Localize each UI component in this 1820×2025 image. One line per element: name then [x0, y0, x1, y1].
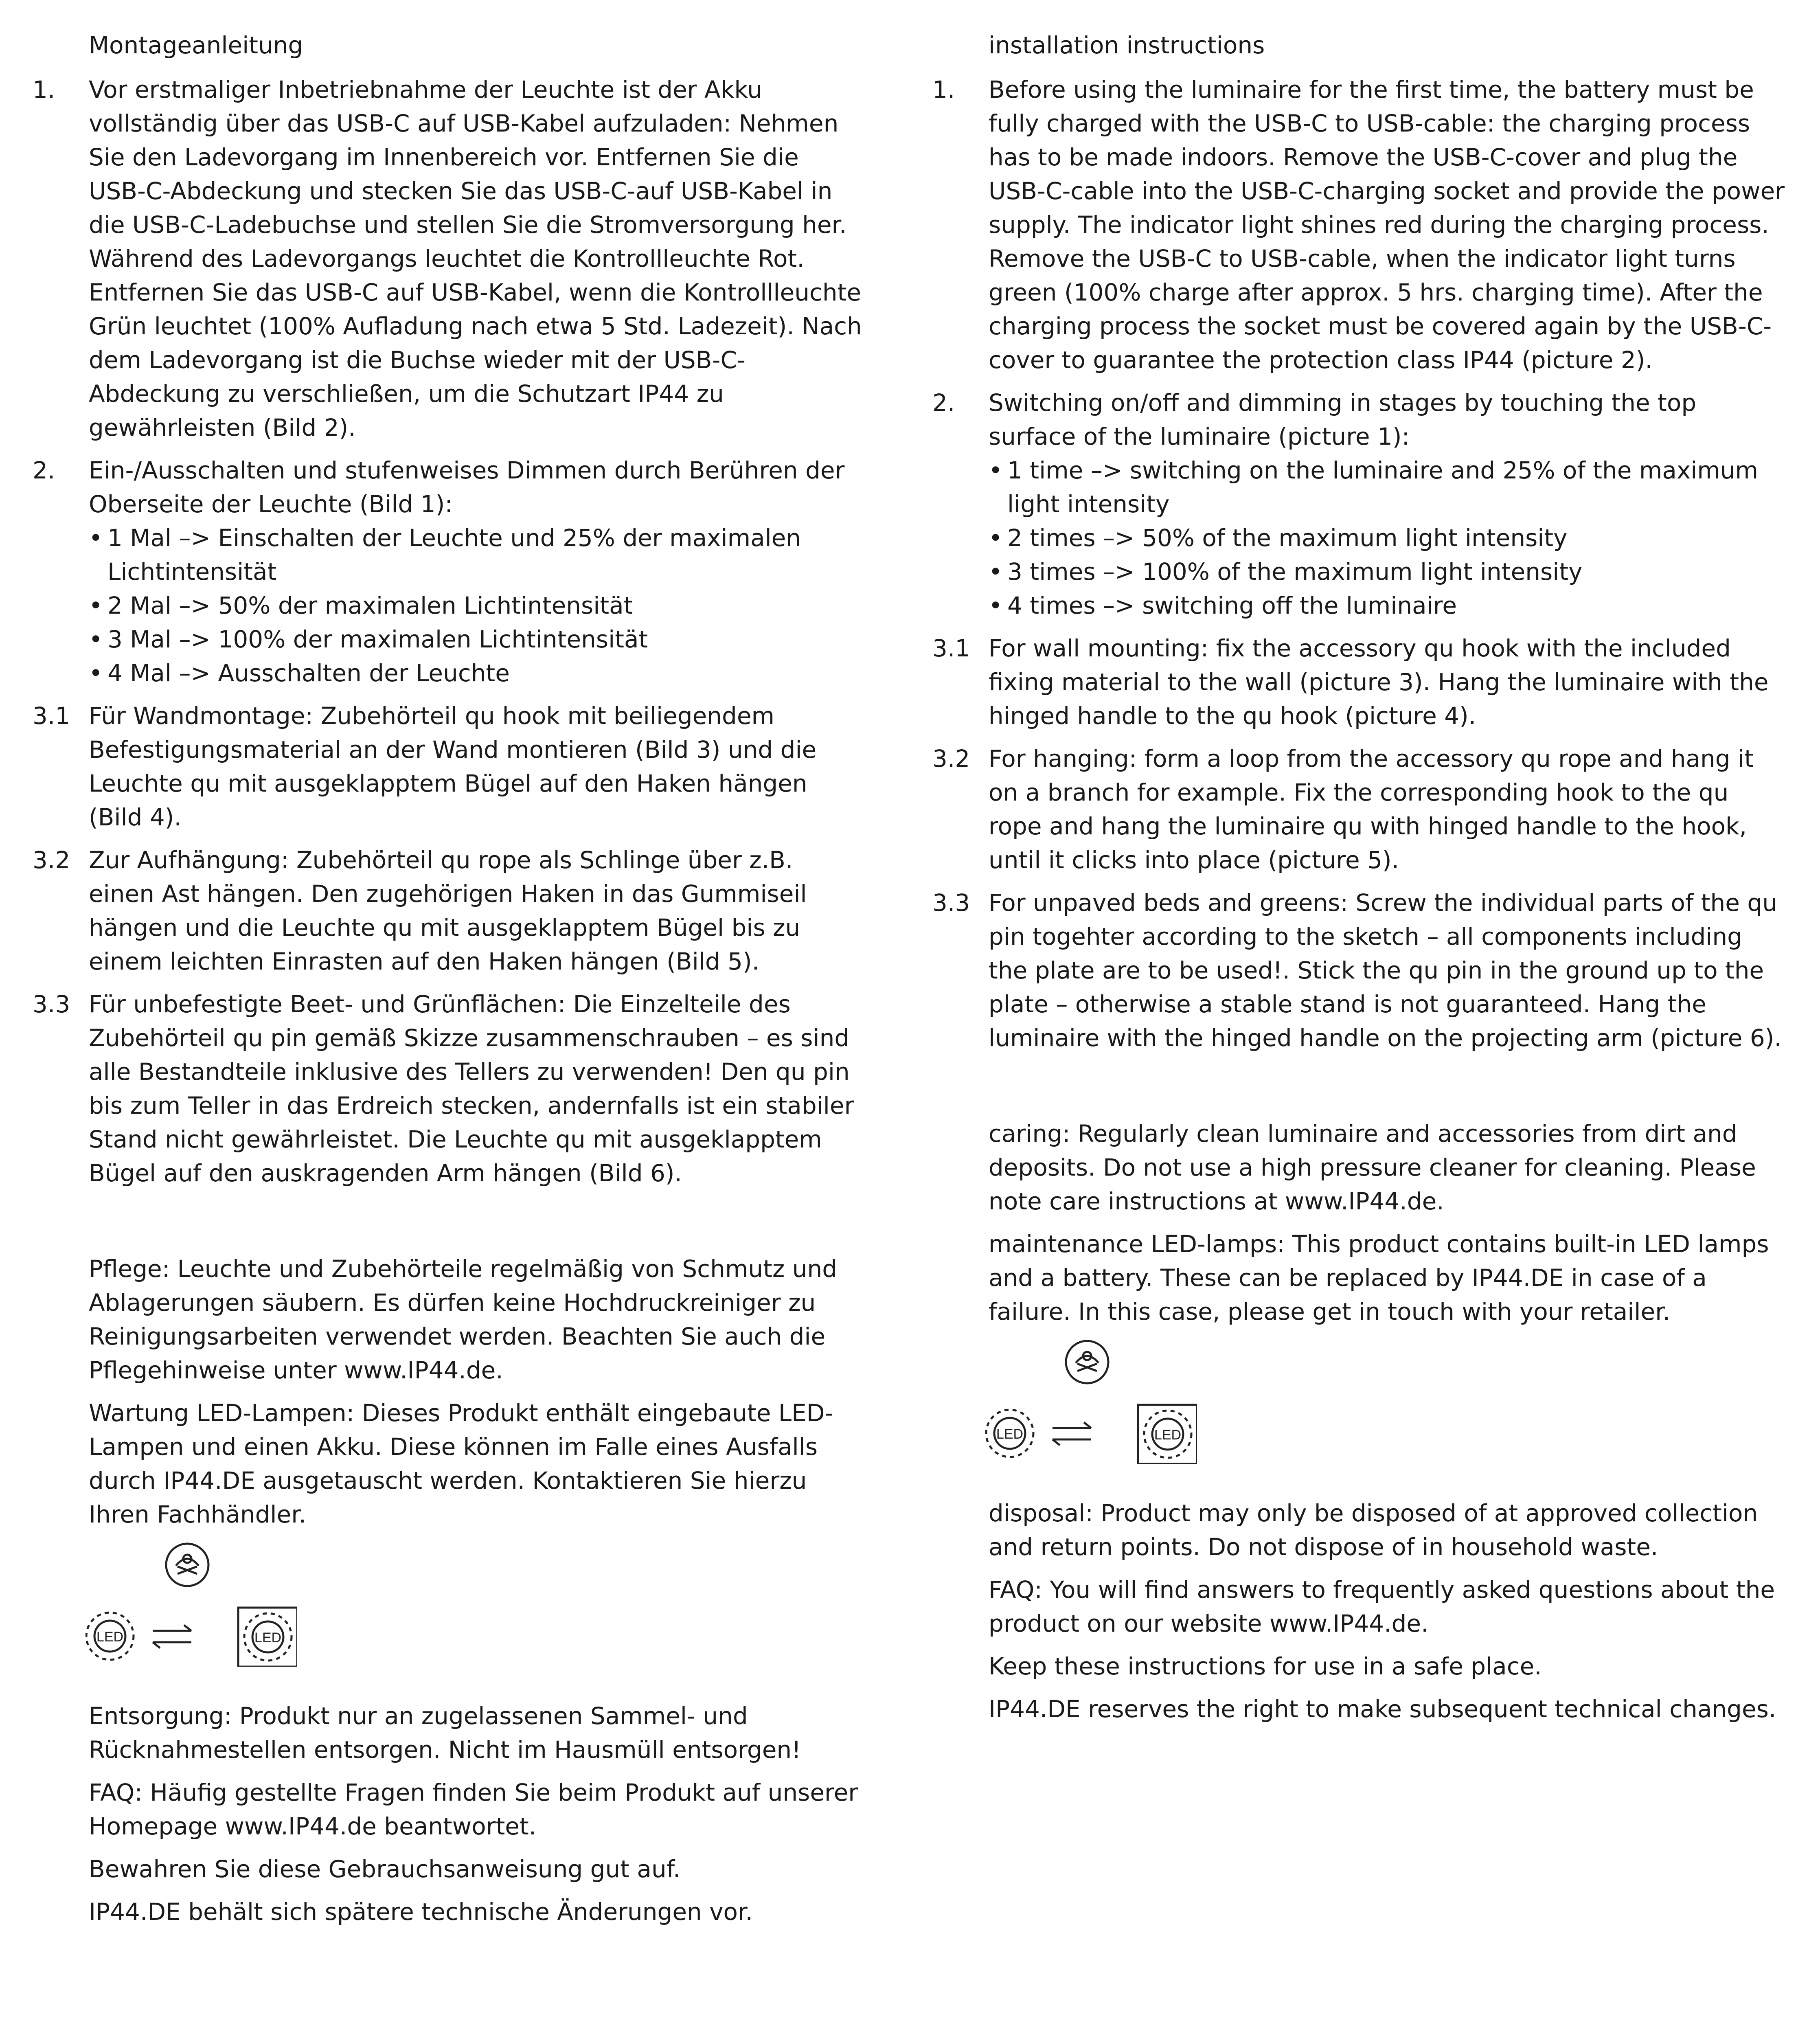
- item-text: [89, 987, 863, 1190]
- faq-label: FAQ:: [989, 1576, 1042, 1604]
- text-run: Zubehörteil: [313, 702, 465, 730]
- list-item: [89, 623, 863, 656]
- bullet: •: [989, 456, 1003, 484]
- bullet: •: [89, 524, 103, 552]
- bullet: •: [989, 524, 1003, 552]
- item-text: [989, 386, 1787, 623]
- maintenance-text: This product contains built-in LED lamps and a battery. These can be replaced by IP44.DE in case of a failure. In this case, please get in touch with your retailer.: [989, 1230, 1769, 1325]
- care-label: Pflege:: [89, 1255, 170, 1283]
- german-item-3-1: [33, 699, 863, 834]
- english-care: [989, 1117, 1787, 1218]
- item-number: 2.: [33, 456, 55, 484]
- bullet: •: [89, 659, 103, 687]
- text-run: with the included fixing material to the wall (picture 3). Hang the luminaire with the hinged handle to the qu hook (picture 4).: [989, 634, 1769, 730]
- list-item-text: 2 Mal –> 50% der maximalen Lichtintensität: [107, 592, 633, 619]
- led-label: LED: [254, 1630, 282, 1645]
- list-item: [989, 555, 1787, 589]
- bold-run: USB-C auf USB-Kabel: [336, 110, 585, 137]
- item-text: [989, 742, 1787, 877]
- german-item-3-3: [33, 987, 863, 1190]
- bullet: •: [89, 625, 103, 653]
- maintenance-label: maintenance LED-lamps:: [989, 1230, 1285, 1258]
- german-faq: [89, 1776, 863, 1843]
- english-maintenance: [989, 1227, 1787, 1329]
- sub-list: [989, 454, 1787, 623]
- german-item-1: [33, 73, 863, 445]
- list-item-text: 4 Mal –> Ausschalten der Leuchte: [107, 659, 510, 687]
- bold-run: qu hook: [465, 702, 560, 730]
- bullet: •: [89, 592, 103, 619]
- faq-label: FAQ:: [89, 1779, 143, 1806]
- list-item-text: 1 Mal –> Einschalten der Leuchte und 25% der maximalen Lichtintensität: [107, 524, 801, 586]
- bold-run: qu pin: [233, 1024, 307, 1052]
- text-run: mit beiliegendem Befestigungsmaterial an der Wand montieren (Bild 3) und die Leuchte qu mit ausgeklapptem Bügel auf den Haken hängen (Bild 4).: [89, 702, 817, 831]
- item-text: [89, 73, 863, 445]
- bold-run: qu rope: [1521, 745, 1612, 772]
- bold-run: qu hook: [1424, 634, 1519, 662]
- list-item-text: 4 times –> switching off the luminaire: [1007, 592, 1457, 619]
- english-keep: Keep these instructions for use in a safe place.: [989, 1652, 1542, 1680]
- faq-text: Häufig gestellte Fragen finden Sie beim Produkt auf unserer Homepage www.IP44.de beantwortet.: [89, 1779, 858, 1840]
- text-run: Zubehörteil: [289, 846, 441, 874]
- list-item-text: 3 times –> 100% of the maximum light intensity: [1007, 558, 1583, 586]
- english-item-3-3: [932, 886, 1787, 1055]
- english-title: installation instructions: [989, 31, 1265, 59]
- german-maintenance: [89, 1396, 863, 1531]
- disposal-label: Entsorgung:: [89, 1702, 232, 1730]
- german-care: [89, 1252, 863, 1387]
- text-run: Die Einzelteile des Zubehörteil: [89, 990, 791, 1052]
- english-led-replacement-icons: [985, 1338, 1197, 1464]
- disposal-text: Product may only be disposed of at approved collection and return points. Do not dispose of in household waste.: [989, 1499, 1758, 1561]
- bold-run: qu pin: [989, 889, 1777, 950]
- text-run: Switching on/off and dimming in stages by touching the top surface of the luminaire (picture 1):: [989, 389, 1697, 450]
- item-number: 3.2: [932, 745, 970, 772]
- item-number: 3.1: [932, 634, 970, 662]
- english-disposal: [989, 1496, 1787, 1564]
- german-rights: IP44.DE behält sich spätere technische Änderungen vor.: [89, 1898, 753, 1926]
- disposal-text: Produkt nur an zugelassenen Sammel- und Rücknahmestellen entsorgen. Nicht im Hausmüll entsorgen!: [89, 1702, 801, 1764]
- text-run: and hang it on a branch for example. Fix the corresponding hook to the qu rope and hang the luminaire qu with hinged handle to the hook, until it clicks into place (picture 5).: [989, 745, 1754, 874]
- bold-run: qu rope: [441, 846, 531, 874]
- english-item-3-2: [932, 742, 1787, 877]
- list-item-text: 2 times –> 50% of the maximum light intensity: [1007, 524, 1568, 552]
- text-run: als Schlinge über z.B. einen Ast hängen. Den zugehörigen Haken in das Gummiseil hängen und die Leuchte qu mit ausgeklapptem Bügel bis zu einem leichten Einrasten auf den Haken hängen (Bild 5).: [89, 846, 807, 975]
- led-label: LED: [996, 1426, 1024, 1442]
- item-number: 3.1: [33, 702, 70, 730]
- bold-run: For hanging:: [989, 745, 1137, 772]
- text-run: Vor erstmaliger Inbetriebnahme der Leuchte ist der Akku vollständig über das: [89, 76, 762, 137]
- bold-run: Zur Aufhängung:: [89, 846, 289, 874]
- text-run: aufzuladen: Nehmen Sie den Ladevorgang im Innenbereich vor. Entfernen Sie die USB-C-Abdeckung und stecken Sie das USB-C-auf USB-Kabel in die USB-C-Ladebuchse und stellen Sie die Stromversorgung her. Während des Ladevorgangs leuchtet die Kontrollleuchte Rot. Entfernen Sie das USB-C auf USB-Kabel, wenn die Kontrollleuchte Grün leuchtet (100% Aufladung nach etwa 5 Std. Ladezeit). Nach dem Ladevorgang ist die Buchse wieder mit der USB-C-Abdeckung zu verschließen, um die Schutzart IP44 zu gewährleisten (Bild 2).: [89, 110, 862, 441]
- led-label: LED: [96, 1629, 124, 1645]
- text-run: Ein-/Ausschalten und stufenweises Dimmen durch Berühren der Oberseite der Leuchte (Bild 1):: [89, 456, 845, 518]
- care-label: caring:: [989, 1120, 1070, 1147]
- item-number: 1.: [932, 76, 955, 103]
- text-run: togehter according to the sketch – all components including the plate are to be used!. Stick the qu pin in the ground up to the plate – otherwise a stable stand is not guaranteed. Hang the luminaire with the hinged handle on the projecting arm (picture 6).: [989, 923, 1782, 1052]
- list-item-text: 1 time –> switching on the luminaire and 25% of the maximum light intensity: [1007, 456, 1759, 518]
- maintenance-text: Dieses Produkt enthält eingebaute LED-Lampen und einen Akku. Diese können im Falle eines Ausfalls durch IP44.DE ausgetauscht werden. Kontaktieren Sie hierzu Ihren Fachhändler.: [89, 1399, 833, 1528]
- bold-run: For wall mounting:: [989, 634, 1209, 662]
- list-item: [989, 454, 1787, 521]
- text-run: Screw the individual parts of the: [1348, 889, 1748, 917]
- german-item-2: [33, 454, 863, 690]
- item-text: [989, 886, 1787, 1055]
- care-text: Regularly clean luminaire and accessories from dirt and deposits. Do not use a high pressure cleaner for cleaning. Please note care instructions at www.IP44.de.: [989, 1120, 1756, 1215]
- led-service-icon: [985, 1338, 1197, 1464]
- item-text: [89, 843, 863, 978]
- item-text: [89, 699, 863, 834]
- bullet: •: [989, 558, 1003, 586]
- disposal-label: disposal:: [989, 1499, 1093, 1527]
- led-label: LED: [1154, 1427, 1182, 1443]
- item-number: 3.3: [932, 889, 970, 917]
- text-run: gemäß Skizze zusammenschrauben – es sind alle Bestandteile inklusive des Tellers zu verwenden! Den qu pin bis zum Teller in das Erdreich stecken, andernfalls ist ein stabiler Stand nicht gewährleistet. Die Leuchte qu mit ausgeklapptem Bügel auf den auskragenden Arm hängen (Bild 6).: [89, 1024, 854, 1187]
- maintenance-label: Wartung LED-Lampen:: [89, 1399, 355, 1427]
- bold-run: USB-C to USB-cable: [1254, 110, 1487, 137]
- list-item: [89, 656, 863, 690]
- bold-run: For unpaved beds and greens:: [989, 889, 1348, 917]
- english-column: [932, 29, 1787, 1735]
- list-item: [89, 589, 863, 623]
- bold-run: Für unbefestigte Beet- und Grünflächen:: [89, 990, 566, 1018]
- english-item-1: [932, 73, 1787, 377]
- english-item-2: [932, 386, 1787, 623]
- list-item: [89, 521, 863, 589]
- led-service-icon: [86, 1540, 297, 1667]
- text-run: fix the accessory: [1208, 634, 1424, 662]
- german-keep: Bewahren Sie diese Gebrauchsanweisung gut auf.: [89, 1855, 681, 1883]
- english-item-3-1: [932, 632, 1787, 733]
- german-column: [33, 29, 863, 1938]
- care-text: Leuchte und Zubehörteile regelmäßig von Schmutz und Ablagerungen säubern. Es dürfen keine Hochdruckreiniger zu Reinigungsarbeiten verwendet werden. Beachten Sie auch die Pflegehinweise unter www.IP44.de.: [89, 1255, 838, 1384]
- text-run: Before using the luminaire for the first time, the battery must be fully charged with the: [989, 76, 1754, 137]
- text-run: form a loop from the accessory: [1137, 745, 1521, 772]
- item-number: 1.: [33, 76, 55, 103]
- german-title: Montageanleitung: [89, 31, 303, 59]
- bullet: •: [989, 592, 1003, 619]
- item-text: [89, 454, 863, 690]
- item-text: [989, 632, 1787, 733]
- item-text: [989, 73, 1787, 377]
- english-rights: IP44.DE reserves the right to make subsequent technical changes.: [989, 1695, 1776, 1723]
- item-number: 3.3: [33, 990, 70, 1018]
- german-led-replacement-icons: [86, 1540, 297, 1667]
- german-disposal: [89, 1699, 863, 1767]
- item-number: 2.: [932, 389, 955, 417]
- bold-run: Für Wandmontage:: [89, 702, 314, 730]
- english-faq: [989, 1573, 1787, 1641]
- sub-list: [89, 521, 863, 690]
- list-item-text: 3 Mal –> 100% der maximalen Lichtintensität: [107, 625, 648, 653]
- text-run: : the charging process has to be made indoors. Remove the USB-C-cover and plug the USB-C-cable into the USB-C-charging socket and provide the power supply. The indicator light shines red during the charging process. Remove the USB-C to USB-cable, when the indicator light turns green (100% charge after approx. 5 hrs. charging time). After the charging process the socket must be covered again by the USB-C-cover to guarantee the protection class IP44 (picture 2).: [989, 110, 1785, 374]
- faq-text: You will find answers to frequently asked questions about the product on our website www.IP44.de.: [989, 1576, 1775, 1637]
- german-item-3-2: [33, 843, 863, 978]
- list-item: [989, 521, 1787, 555]
- list-item: [989, 589, 1787, 623]
- item-number: 3.2: [33, 846, 70, 874]
